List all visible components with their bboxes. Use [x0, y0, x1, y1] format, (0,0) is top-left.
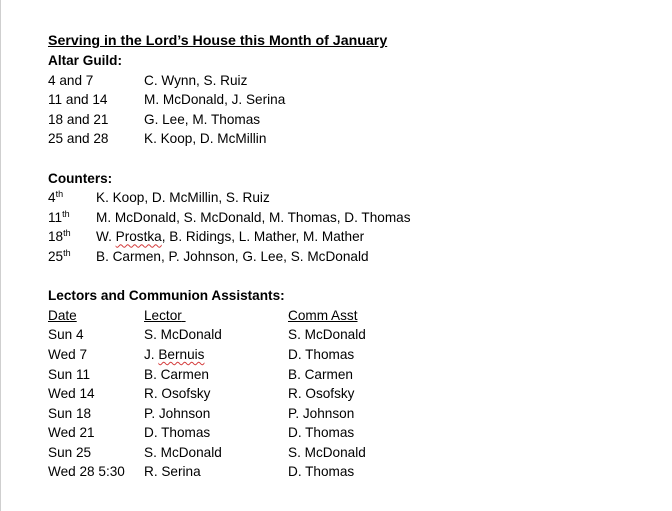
altar-guild-dates: 11 and 14 — [48, 92, 108, 108]
lectors-lector: S. McDonald — [144, 327, 222, 343]
lectors-lector: P. Johnson — [144, 405, 211, 421]
altar-guild-dates: 25 and 28 — [48, 131, 109, 147]
lectors-row — [48, 443, 648, 463]
lectors-date: Sun 25 — [48, 444, 92, 460]
spellcheck-flagged-word[interactable]: Prostka — [115, 229, 162, 245]
lectors-comm-asst: D. Thomas — [288, 425, 355, 441]
counters-names: M. McDonald, S. McDonald, M. Thomas, D. Thomas — [96, 209, 411, 225]
lectors-row — [48, 404, 648, 424]
lectors-header-row — [48, 306, 648, 326]
page-title: Serving in the Lord’s House this Month of January — [48, 33, 388, 49]
altar-guild-row — [48, 90, 648, 110]
lectors-heading: Lectors and Communion Assistants: — [48, 288, 285, 304]
lectors-date: Sun 18 — [48, 405, 92, 421]
lectors-row — [48, 365, 648, 385]
lectors-comm-asst: D. Thomas — [288, 464, 355, 480]
counters-row — [48, 208, 648, 228]
document-body — [48, 32, 648, 482]
lectors-row — [48, 423, 648, 443]
altar-guild-dates: 4 and 7 — [48, 72, 94, 88]
counters-date: 11th — [48, 208, 70, 225]
lectors-lector: J. Bernuis — [144, 346, 205, 362]
counters-row — [48, 247, 648, 267]
counters-names: K. Koop, D. McMillin, S. Ruiz — [96, 190, 270, 206]
altar-guild-names: C. Wynn, S. Ruiz — [144, 72, 248, 88]
lectors-comm-asst: D. Thomas — [288, 346, 355, 362]
altar-guild-row — [48, 71, 648, 91]
counters-date: 18th — [48, 228, 71, 245]
spacer — [48, 149, 648, 169]
altar-guild-names: M. McDonald, J. Serina — [144, 92, 286, 108]
altar-guild-names: K. Koop, D. McMillin — [144, 131, 267, 147]
page-edge — [0, 0, 1, 511]
lectors-comm-asst: S. McDonald — [288, 444, 366, 460]
lectors-lector: R. Osofsky — [144, 386, 211, 402]
counters-heading: Counters: — [48, 170, 113, 186]
lectors-date: Wed 28 5:30 — [48, 464, 125, 480]
lectors-lector: B. Carmen — [144, 366, 209, 382]
lectors-comm-asst: R. Osofsky — [288, 386, 355, 402]
altar-guild-row — [48, 129, 648, 149]
counters-row — [48, 227, 648, 247]
counters-row — [48, 188, 648, 208]
altar-guild-names: G. Lee, M. Thomas — [144, 111, 261, 127]
column-header-lector: Lector — [144, 307, 182, 323]
counters-names: W. Prostka, B. Ridings, L. Mather, M. Mather — [96, 229, 365, 245]
lectors-lector: D. Thomas — [144, 425, 211, 441]
spacer — [48, 267, 648, 287]
lectors-row — [48, 325, 648, 345]
column-header-date: Date — [48, 307, 77, 323]
counters-date: 25th — [48, 247, 71, 264]
counters-date: 4th — [48, 189, 64, 206]
altar-guild-heading: Altar Guild: — [48, 53, 123, 68]
counters-names: B. Carmen, P. Johnson, G. Lee, S. McDonald — [96, 248, 369, 264]
lectors-lector: R. Serina — [144, 464, 201, 480]
altar-guild-dates: 18 and 21 — [48, 111, 109, 127]
lectors-date: Wed 14 — [48, 386, 95, 402]
column-header-comm-asst: Comm Asst — [288, 307, 358, 323]
lectors-row — [48, 345, 648, 365]
lectors-date: Sun 4 — [48, 327, 84, 343]
altar-guild-row — [48, 110, 648, 130]
lectors-date: Wed 7 — [48, 346, 88, 362]
lectors-row — [48, 384, 648, 404]
lectors-comm-asst: S. McDonald — [288, 327, 366, 343]
lectors-row — [48, 462, 648, 482]
lectors-comm-asst: B. Carmen — [288, 366, 353, 382]
spellcheck-flagged-word[interactable]: Bernuis — [158, 346, 205, 362]
lectors-date: Wed 21 — [48, 425, 95, 441]
lectors-date: Sun 11 — [48, 366, 91, 382]
lectors-lector: S. McDonald — [144, 444, 222, 460]
lectors-comm-asst: P. Johnson — [288, 405, 355, 421]
